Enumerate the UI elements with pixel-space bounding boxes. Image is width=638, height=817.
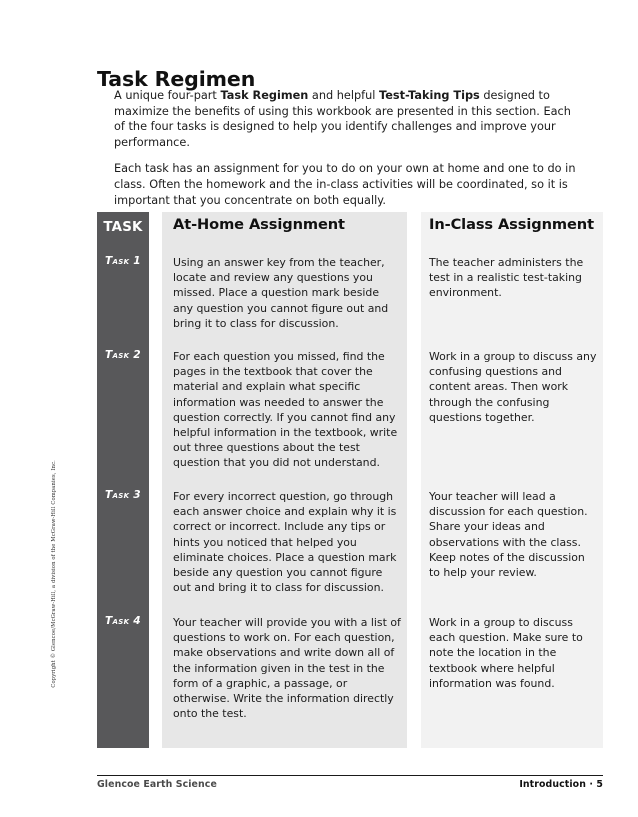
table-cell-at-home-3: For every incorrect question, go through each answer choice and explain why it is correct or incorrect. Include any tips or hints you noticed that helped you eliminate choices. Place a question mark beside any question you cannot figure out and bring it to class for discussion. [173, 490, 397, 595]
footer-book-title: Glencoe Earth Science [97, 779, 217, 790]
copyright-notice: Copyright © Glencoe/McGraw-Hill, a division of the McGraw-Hill Companies, Inc. [51, 460, 57, 688]
table-cell-at-home-1: Using an answer key from the teacher, locate and review any questions you missed. Place a question mark beside any question you cannot figure out and bring it to class for discussion. [173, 256, 389, 330]
intro-p1-bold-task-regimen: Task Regimen [220, 89, 309, 102]
table-cell-in-class-3: Your teacher will lead a discussion for each question. Share your ideas and observations with the class. Keep notes of the discussion to help your review. [429, 490, 588, 580]
table-cell-in-class-1: The teacher administers the test in a realistic test-taking environment. [429, 256, 584, 300]
intro-p1-segment-3: designed to maximize the benefits of using this workbook are presented in this section. Each of the four tasks is designed to help you identify challenges and improve your performance. [114, 89, 571, 149]
table-cell-at-home-4: Your teacher will provide you with a list of questions to work on. For each question, make observations and write down all of the information given in the test in the form of a graphic, a passage, or otherwise. Write the information directly onto the test. [173, 616, 401, 721]
table-cell-in-class-4: Work in a group to discuss each question. Make sure to note the location in the textbook where helpful information was found. [429, 616, 583, 690]
intro-p1-segment-2: and helpful [308, 89, 380, 102]
task-regimen-table [97, 212, 603, 748]
task-label-3: Task 3 [105, 489, 141, 501]
table-header-at-home: At-Home Assignment [173, 216, 345, 233]
footer-page-number: Introduction · 5 [519, 779, 603, 790]
table-cell-at-home-2: For each question you missed, find the pages in the textbook that cover the material and explain what specific information was needed to answer the question correctly. If you cannot find any helpful information in the textbook, write out three questions about the test question that you did not understand. [173, 350, 398, 470]
intro-paragraph-1 [114, 88, 582, 150]
intro-p1-bold-test-taking-tips: Test-Taking Tips [379, 89, 480, 102]
task-label-4: Task 4 [105, 615, 141, 627]
task-column-background [97, 212, 149, 748]
intro-paragraph-2: Each task has an assignment for you to do on your own at home and one to do in class. Often the homework and the in-class activities will be coordinated, so it is important that you concentrate on both equally. [114, 162, 576, 207]
table-cell-in-class-2: Work in a group to discuss any confusing questions and content areas. Then work through the confusing questions together. [429, 350, 597, 424]
page-title: Task Regimen [97, 66, 256, 91]
table-header-task: TASK [103, 219, 143, 235]
table-header-in-class: In-Class Assignment [429, 216, 594, 233]
intro-text [114, 88, 582, 208]
intro-p1-segment-1: A unique four-part [114, 89, 221, 102]
task-label-1: Task 1 [105, 255, 141, 267]
footer-divider [97, 775, 603, 776]
task-label-2: Task 2 [105, 349, 141, 361]
